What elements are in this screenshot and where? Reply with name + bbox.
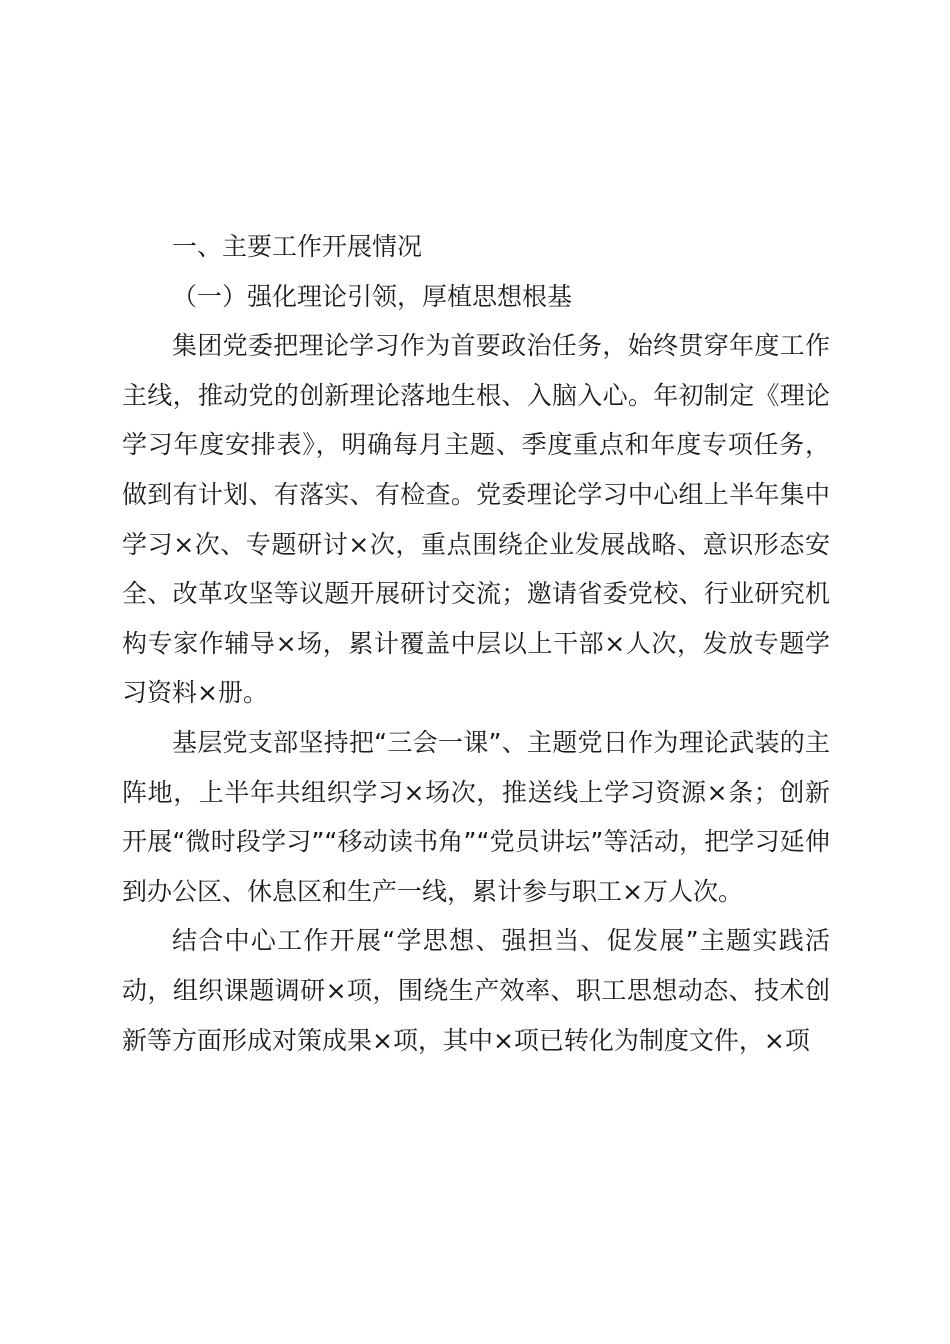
paragraph-1: 集团党委把理论学习作为首要政治任务，始终贯穿年度工作主线，推动党的创新理论落地生根、入脑入心。年初制定《理论学习年度安排表》，明确每月主题、季度重点和年度专项任务，做到有计划、有落实、有检查。党委理论学习中心组上半年集中学习×次、专题研讨×次，重点围绕企业发展战略、意识形态安全、改革攻坚等议题开展研讨交流；邀请省委党校、行业研究机构专家作辅导×场，累计覆盖中层以上干部×人次，发放专题学习资料×册。 bbox=[122, 331, 830, 708]
subsection-heading: （一）强化理论引领，厚植思想根基 bbox=[172, 281, 573, 311]
paragraph-2: 基层党支部坚持把“三会一课”、主题党日作为理论武装的主阵地，上半年共组织学习×场次，推送线上学习资源×条；创新开展“微时段学习”“移动读书角”“党员讲坛”等活动，把学习延伸到办公区、休息区和生产一线，累计参与职工×万人次。 bbox=[122, 727, 830, 906]
document-body bbox=[122, 222, 830, 1065]
section-heading: 一、主要工作开展情况 bbox=[172, 232, 423, 261]
paragraph-3: 结合中心工作开展“学思想、强担当、促发展”主题实践活动，组织课题调研×项，围绕生产效率、职工思想动态、技术创新等方面形成对策成果×项，其中×项已转化为制度文件，×项 bbox=[122, 926, 830, 1055]
